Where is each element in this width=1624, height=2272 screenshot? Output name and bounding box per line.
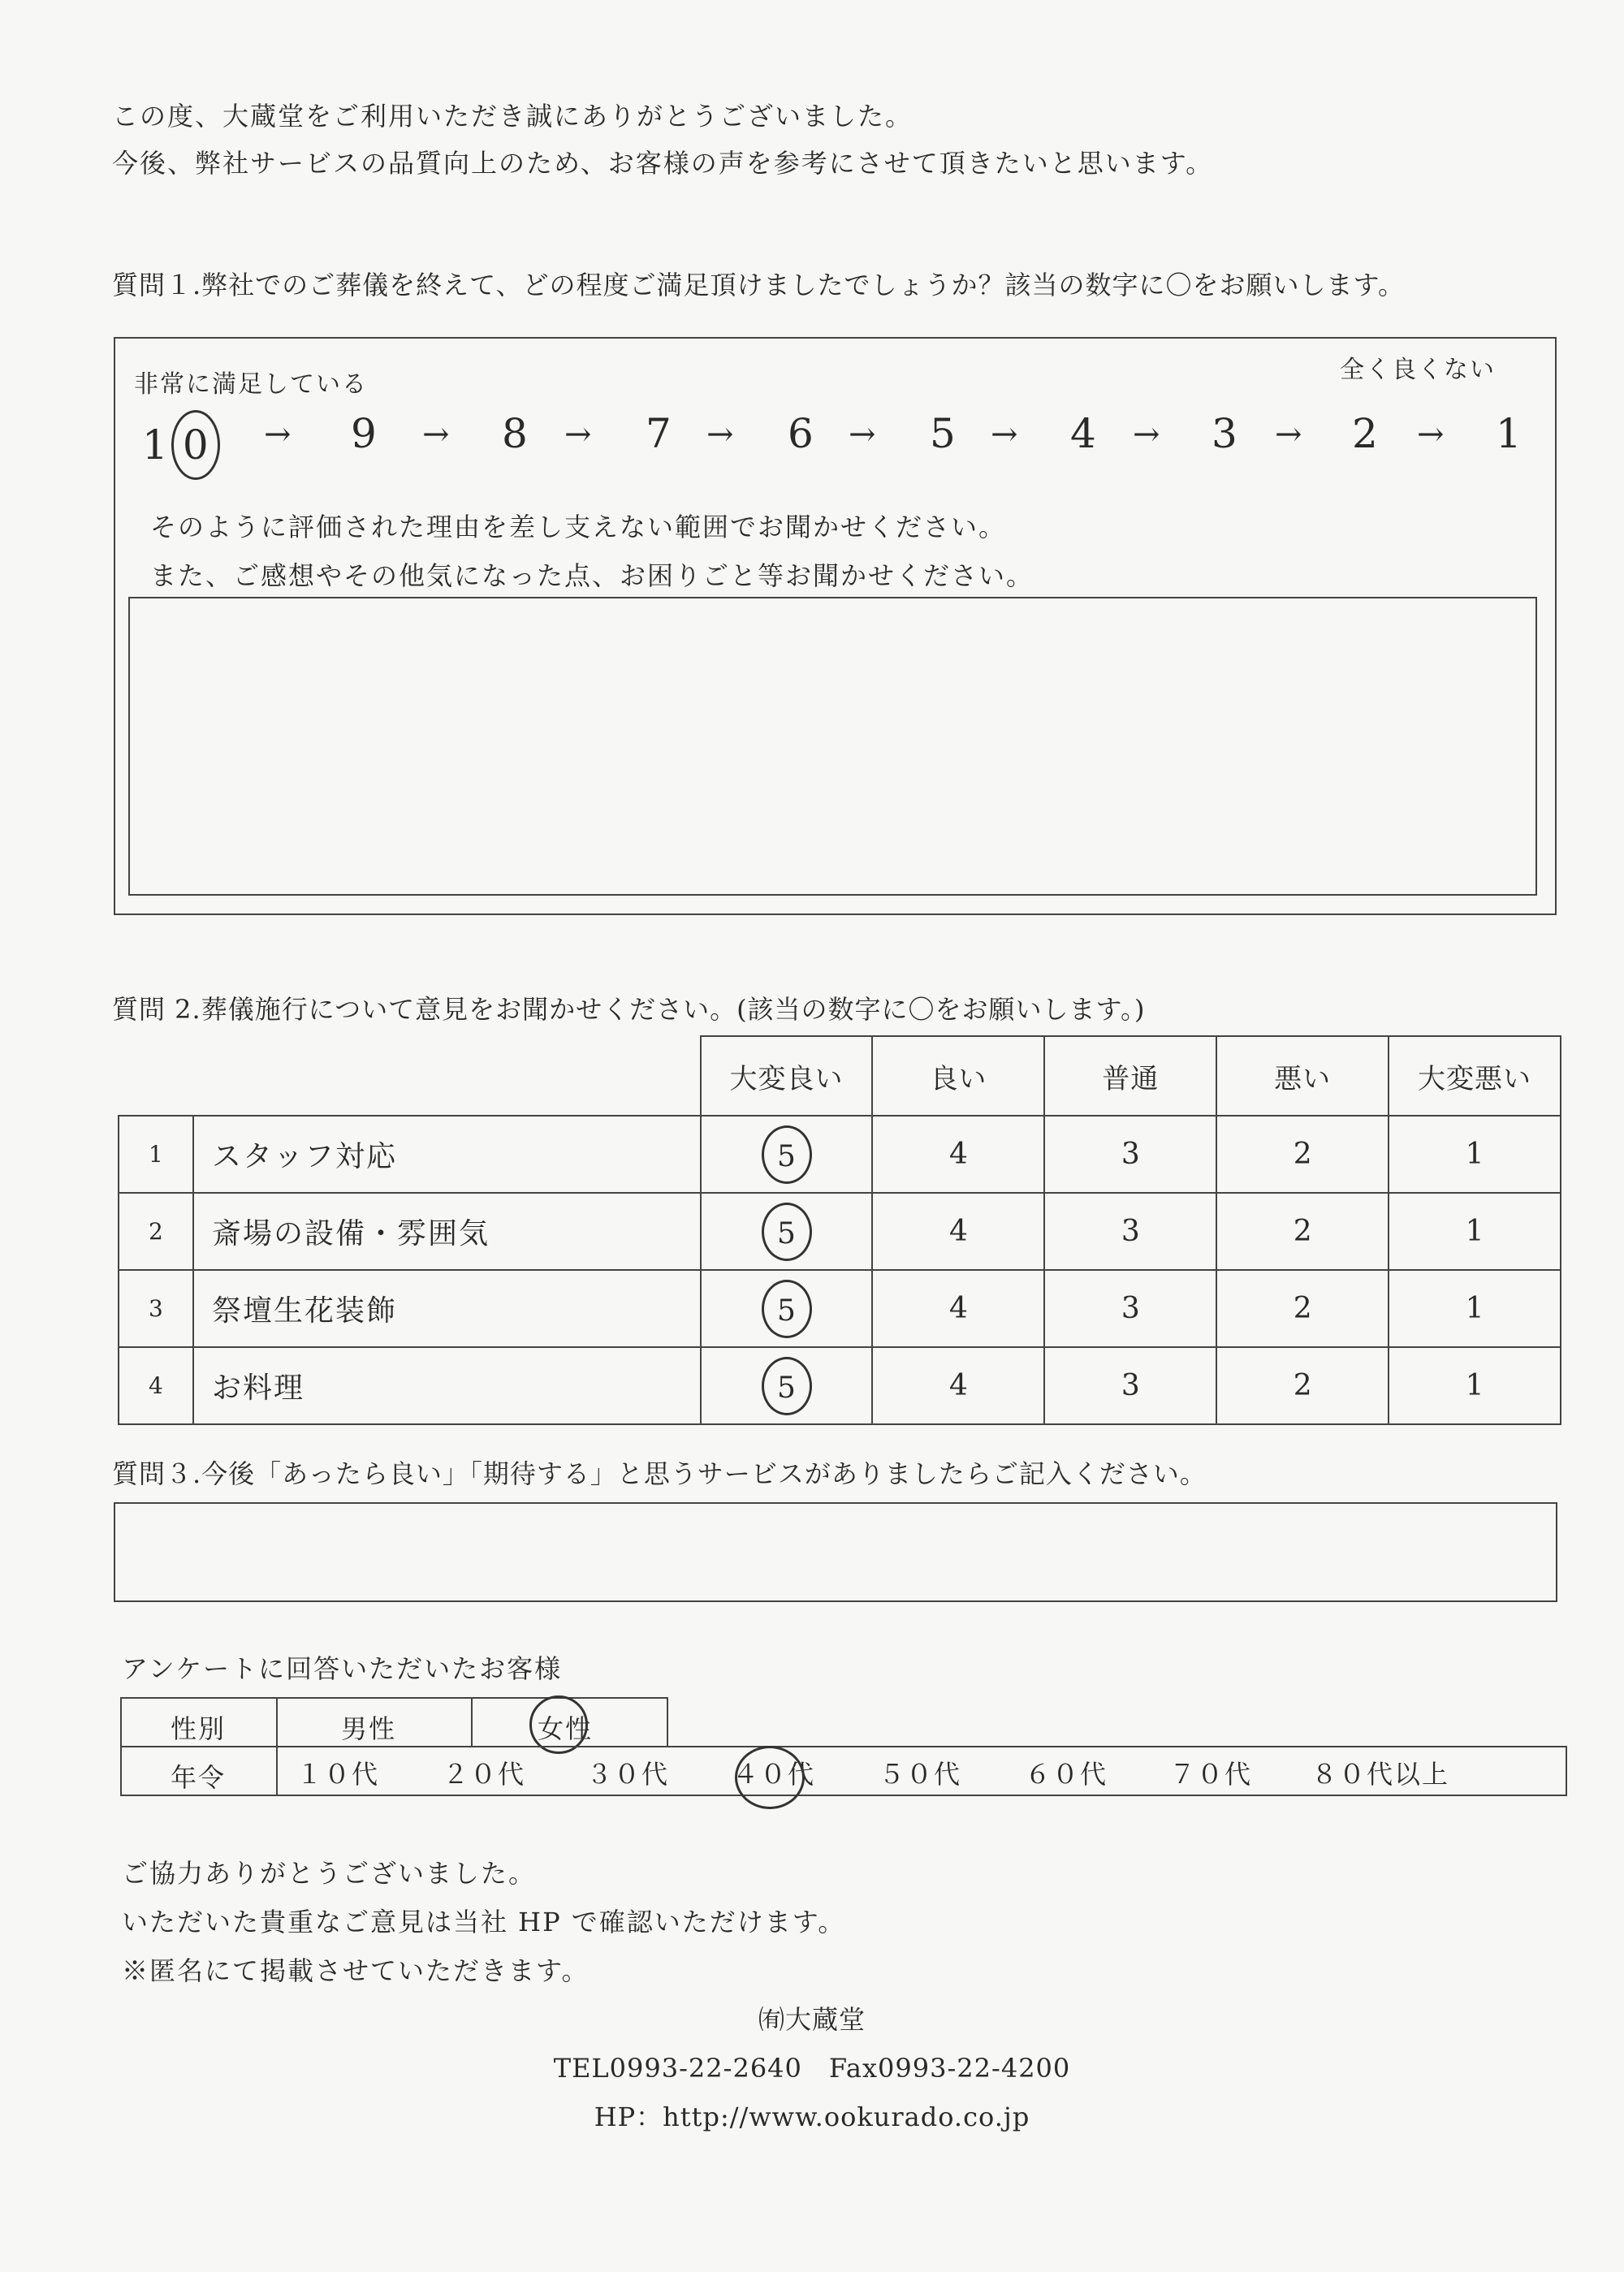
row-item: 祭壇生花装飾 — [193, 1270, 701, 1347]
rating-4[interactable]: 4 — [872, 1193, 1044, 1270]
rating-1[interactable]: 1 — [1389, 1347, 1561, 1424]
selected-circle — [735, 1746, 805, 1809]
q1-prompt-2: また、ご感想やその他気になった点、お困りごと等お聞かせください。 — [150, 560, 1034, 591]
gender-female-selected[interactable]: 女性 — [538, 1713, 594, 1744]
rating-5-selected[interactable]: 5 — [701, 1116, 873, 1193]
table-row — [119, 1347, 1561, 1424]
row-number: 3 — [119, 1270, 193, 1347]
selected-circle: 0 — [171, 410, 220, 480]
row-item: 斎場の設備・雰囲気 — [193, 1193, 701, 1270]
rating-3[interactable]: 3 — [1044, 1270, 1216, 1347]
q3-question: 質問３.今後「あったら良い」「期待する」と思うサービスがありましたらご記入ください。 — [112, 1458, 1207, 1489]
q1-scale-3[interactable]: 3 — [1212, 410, 1237, 457]
rating-3[interactable]: 3 — [1044, 1347, 1216, 1424]
age-60s[interactable]: ６０代 — [1025, 1759, 1108, 1790]
q1-scale-10[interactable]: 10 — [142, 410, 220, 480]
rating-2[interactable]: 2 — [1216, 1270, 1389, 1347]
age-30s[interactable]: ３０代 — [586, 1759, 670, 1790]
arrow: → — [422, 416, 450, 453]
rating-1[interactable]: 1 — [1389, 1116, 1561, 1193]
rating-4[interactable]: 4 — [872, 1116, 1044, 1193]
q1-scale-8[interactable]: 8 — [502, 410, 528, 457]
rating-5-selected[interactable]: 5 — [701, 1193, 873, 1270]
header-bad: 悪い — [1216, 1036, 1389, 1116]
q1-prompt-1: そのように評価された理由を差し支えない範囲でお聞かせください。 — [150, 512, 1007, 542]
row-item: スタッフ対応 — [193, 1116, 701, 1193]
q1-scale-6[interactable]: 6 — [788, 410, 814, 457]
q1-label-low: 全く良くない — [1340, 356, 1496, 384]
age-50s[interactable]: ５０代 — [879, 1759, 962, 1790]
q2-question: 質問 2.葬儀施行について意見をお聞かせください。(該当の数字に〇をお願いします。) — [112, 994, 1146, 1025]
q1-scale-2[interactable]: 2 — [1352, 410, 1378, 457]
table-row — [119, 1193, 1561, 1270]
header-good: 良い — [872, 1036, 1044, 1116]
q1-question: 質問１.弊社でのご葬儀を終えて、どの程度ご満足頂けましたでしょうか？該当の数字に〇をお願いします。 — [112, 270, 1405, 300]
company-name: ㈲大蔵堂 — [758, 2004, 866, 2035]
rating-5-selected[interactable]: 5 — [701, 1347, 873, 1424]
age-label: 年令 — [171, 1762, 227, 1793]
q1-scale-7[interactable]: 7 — [646, 410, 672, 457]
rating-3[interactable]: 3 — [1044, 1193, 1216, 1270]
header-very-good: 大変良い — [701, 1036, 873, 1116]
q1-scale-4[interactable]: 4 — [1070, 410, 1096, 457]
arrow: → — [564, 416, 592, 453]
table-row — [119, 1116, 1561, 1193]
arrow: → — [1417, 416, 1445, 453]
row-number: 4 — [119, 1347, 193, 1424]
arrow: → — [706, 416, 734, 453]
q1-scale-9[interactable]: 9 — [351, 410, 377, 457]
gender-label: 性別 — [171, 1713, 227, 1744]
rating-5-selected[interactable]: 5 — [701, 1270, 873, 1347]
closing-line-3: ※匿名にて掲載させていただきます。 — [122, 1955, 590, 1986]
rating-3[interactable]: 3 — [1044, 1116, 1216, 1193]
age-20s[interactable]: ２０代 — [443, 1759, 526, 1790]
age-10s[interactable]: １０代 — [296, 1759, 380, 1790]
company-contact: TEL0993-22-2640 Fax0993-22-4200 — [553, 2053, 1071, 2084]
respondent-title: アンケートに回答いただいたお客様 — [122, 1653, 563, 1684]
q1-scale-5[interactable]: 5 — [930, 410, 956, 457]
q2-rating-table — [118, 1035, 1561, 1425]
intro-line-2: 今後、弊社サービスの品質向上のため、お客様の声を参考にさせて頂きたいと思います。 — [112, 148, 1214, 179]
q1-answer-field[interactable] — [128, 597, 1537, 896]
company-hp-link[interactable]: HP：http://www.ookurado.co.jp — [594, 2101, 1030, 2132]
age-40s-selected[interactable]: ４０代 — [732, 1759, 816, 1790]
arrow: → — [264, 416, 292, 453]
rating-4[interactable]: 4 — [872, 1270, 1044, 1347]
row-number: 1 — [119, 1116, 193, 1193]
rating-1[interactable]: 1 — [1389, 1193, 1561, 1270]
intro-line-1: この度、大蔵堂をご利用いただき誠にありがとうございました。 — [112, 101, 914, 132]
header-very-bad: 大変悪い — [1389, 1036, 1561, 1116]
row-number: 2 — [119, 1193, 193, 1270]
rating-2[interactable]: 2 — [1216, 1116, 1389, 1193]
table-row — [119, 1270, 1561, 1347]
arrow: → — [1133, 416, 1160, 453]
gender-male[interactable]: 男性 — [341, 1713, 397, 1744]
q3-answer-field[interactable] — [114, 1502, 1557, 1602]
rating-1[interactable]: 1 — [1389, 1270, 1561, 1347]
age-80s-plus[interactable]: ８０代以上 — [1311, 1759, 1450, 1790]
q1-label-high: 非常に満足している — [134, 370, 368, 399]
header-average: 普通 — [1044, 1036, 1216, 1116]
closing-line-1: ご協力ありがとうございました。 — [122, 1858, 537, 1889]
rating-2[interactable]: 2 — [1216, 1347, 1389, 1424]
arrow: → — [849, 416, 876, 453]
rating-2[interactable]: 2 — [1216, 1193, 1389, 1270]
arrow: → — [1275, 416, 1302, 453]
row-item: お料理 — [193, 1347, 701, 1424]
q1-scale-1[interactable]: 1 — [1496, 410, 1522, 457]
closing-line-2: いただいた貴重なご意見は当社 HP で確認いただけます。 — [122, 1907, 846, 1937]
arrow: → — [991, 416, 1018, 453]
age-70s[interactable]: ７０代 — [1169, 1759, 1253, 1790]
rating-4[interactable]: 4 — [872, 1347, 1044, 1424]
